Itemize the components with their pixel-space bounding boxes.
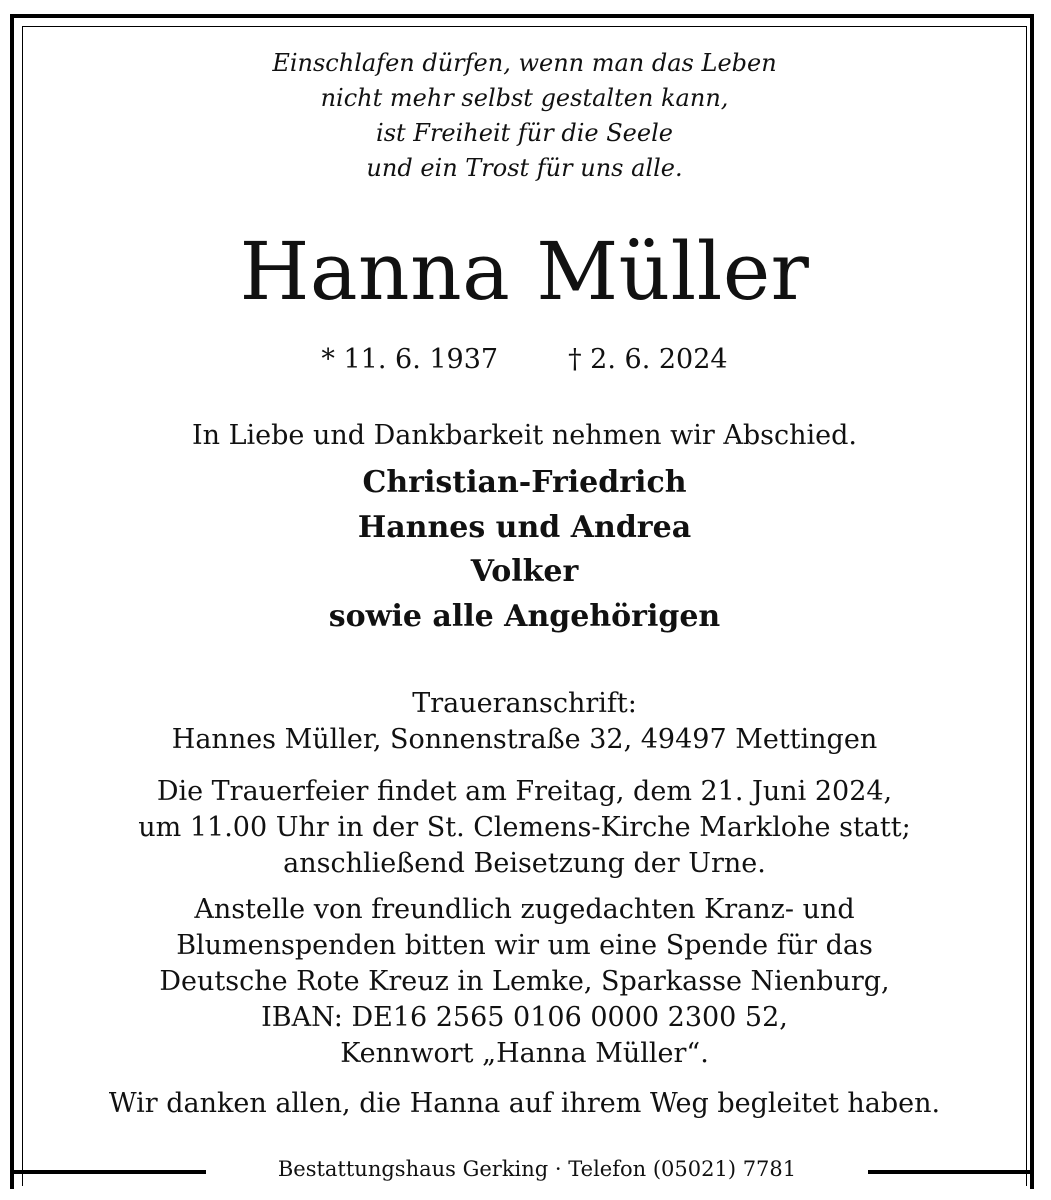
poem-line: Einschlafen dürfen, wenn man das Leben	[272, 49, 777, 77]
family-member: Volker	[470, 554, 579, 589]
footer-rule-left	[10, 1170, 206, 1174]
life-dates	[22, 340, 1027, 380]
death-date: † 2. 6. 2024	[568, 344, 728, 375]
footer-rule-right	[868, 1170, 1034, 1174]
ceremony-line: Die Trauerfeier findet am Freitag, dem 21. Juni 2024,	[156, 776, 893, 807]
poem-line: ist Freiheit für die Seele	[376, 119, 673, 147]
funeral-home-contact: Bestattungshaus Gerking · Telefon (05021) 7781	[277, 1157, 797, 1181]
donation-info	[22, 892, 1027, 1072]
ceremony-info	[22, 774, 1027, 882]
family-member: Christian-Friedrich	[362, 465, 687, 500]
birth-date: * 11. 6. 1937	[321, 344, 499, 375]
family-list	[22, 461, 1027, 639]
family-member: Hannes und Andrea	[357, 509, 692, 545]
deceased-name: Hanna Müller	[239, 225, 810, 318]
ceremony-line: anschließend Beisetzung der Urne.	[283, 848, 766, 879]
thanks-text: Wir danken allen, die Hanna auf ihrem Weg begleitet haben.	[108, 1088, 941, 1119]
farewell-text: In Liebe und Dankbarkeit nehmen wir Abschied.	[191, 420, 858, 451]
poem-line: und ein Trost für uns alle.	[366, 154, 683, 182]
donation-iban: IBAN: DE16 2565 0106 0000 2300 52,	[261, 1002, 788, 1033]
donation-line: Blumenspenden bitten wir um eine Spende für das	[176, 930, 873, 961]
poem-line: nicht mehr selbst gestalten kann,	[320, 84, 729, 112]
poem	[22, 46, 1027, 186]
footer	[0, 1150, 1051, 1190]
donation-keyword: Kennwort „Hanna Müller“.	[340, 1038, 709, 1069]
donation-line: Anstelle von freundlich zugedachten Kranz- und	[194, 894, 855, 925]
donation-line: Deutsche Rote Kreuz in Lemke, Sparkasse Nienburg,	[159, 966, 890, 997]
address-line: Hannes Müller, Sonnenstraße 32, 49497 Mettingen	[171, 724, 878, 755]
ceremony-line: um 11.00 Uhr in der St. Clemens-Kirche Marklohe statt;	[138, 812, 911, 843]
mourning-address	[22, 686, 1027, 758]
family-member: sowie alle Angehörigen	[328, 598, 721, 634]
address-heading: Traueranschrift:	[412, 688, 637, 719]
